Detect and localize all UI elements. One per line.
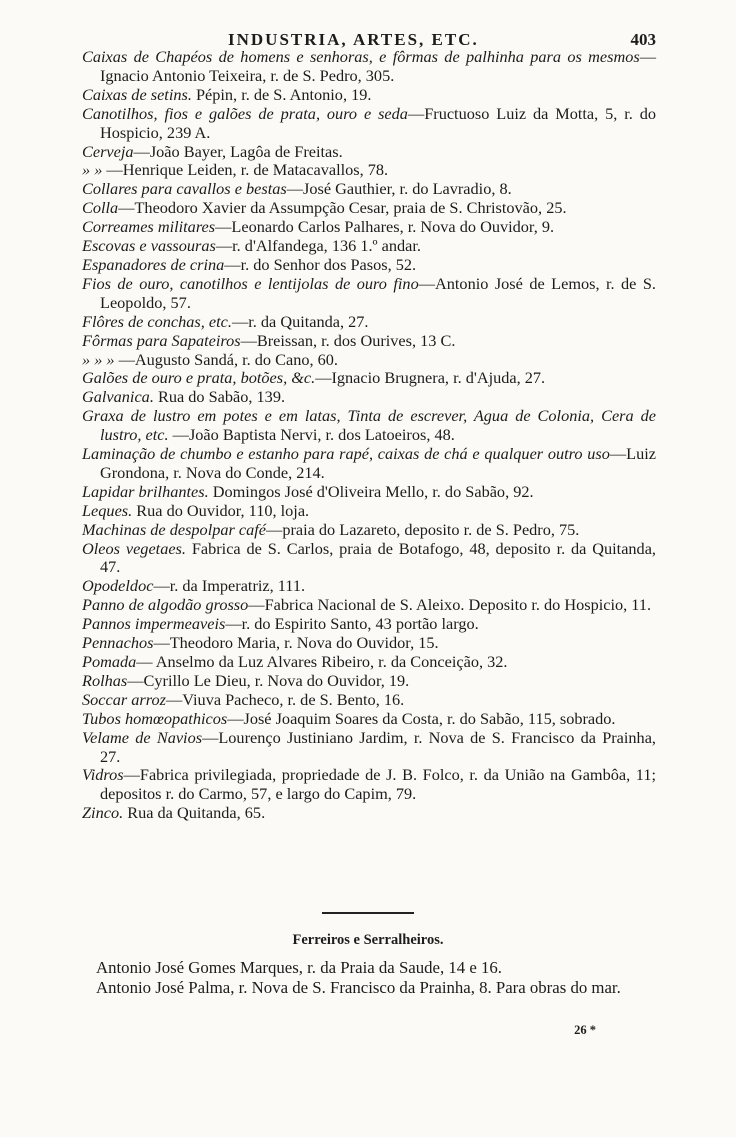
directory-entry xyxy=(82,634,656,653)
entry-term: » » » xyxy=(82,349,115,369)
directory-entry xyxy=(82,445,656,483)
directory-entry xyxy=(82,351,656,370)
entry-term: Opodeldoc xyxy=(82,576,154,596)
entry-term: Escovas e vassouras xyxy=(82,236,216,256)
directory-entry xyxy=(82,237,656,256)
entry-term: Leques. xyxy=(82,500,133,520)
entry-term: Machinas de despolpar café xyxy=(82,519,267,539)
directory-entry xyxy=(82,86,656,105)
directory-entry xyxy=(82,483,656,502)
entry-term: Pomada xyxy=(82,652,137,671)
directory-entries xyxy=(82,48,656,823)
entry-details: —Viuva Pacheco, r. de S. Bento, 16. xyxy=(165,689,405,709)
entry-term: » » xyxy=(82,160,103,180)
entry-term: Galões de ouro e prata, botões, &c. xyxy=(82,368,316,388)
entry-details: —Lourenço Justiniano Jardim, r. Nova de S. Francisco da Prainha, 27. xyxy=(100,727,656,766)
entry-details: Domingos José d'Oliveira Mello, r. do Sabão, 92. xyxy=(208,481,534,501)
entry-term: Caixas de Chapéos de homens e senhoras, e fôrmas de palhinha para os mesmos xyxy=(82,47,640,66)
entry-term: Colla xyxy=(82,198,119,218)
entry-term: Soccar arroz xyxy=(82,689,166,709)
directory-entry xyxy=(82,596,656,615)
directory-entry xyxy=(82,521,656,540)
section-entry: Antonio José Palma, r. Nova de S. Francisco da Prainha, 8. Para obras do mar. xyxy=(96,977,621,997)
entry-details: Rua do Sabão, 139. xyxy=(153,387,286,407)
entry-details: —Augusto Sandá, r. do Cano, 60. xyxy=(114,349,338,369)
directory-entry xyxy=(82,199,656,218)
entry-term: Flôres de conchas, etc. xyxy=(82,311,232,331)
directory-entry xyxy=(82,577,656,596)
directory-entry xyxy=(82,710,656,729)
directory-entry xyxy=(82,256,656,275)
entry-details: —Fabrica Nacional de S. Aleixo. Deposito r. do Hospicio, 11. xyxy=(248,595,652,615)
page-title: INDUSTRIA, ARTES, ETC. xyxy=(228,30,479,49)
entry-term: Tubos homœopathicos xyxy=(82,708,228,728)
entry-details: —Cyrillo Le Dieu, r. Nova do Ouvidor, 19. xyxy=(127,670,410,690)
directory-entry xyxy=(82,407,656,445)
entry-details: Fabrica de S. Carlos, praia de Botafogo, 48, deposito r. da Quitanda, 47. xyxy=(100,538,656,577)
entry-details: —r. do Espirito Santo, 43 portão largo. xyxy=(225,614,479,634)
directory-entry xyxy=(82,105,656,143)
directory-entry xyxy=(82,502,656,521)
directory-entry xyxy=(82,369,656,388)
section-heading: Ferreiros e Serralheiros. xyxy=(292,932,444,948)
entry-term: Canotilhos, fios e galões de prata, ouro e seda xyxy=(82,103,408,123)
directory-entry xyxy=(82,388,656,407)
entry-term: Caixas de setins. xyxy=(82,84,192,104)
entry-details: —r. d'Alfandega, 136 1.º andar. xyxy=(215,236,421,256)
entry-term: Panno de algodão grosso xyxy=(82,595,249,615)
entry-term: Collares para cavallos e bestas xyxy=(82,179,287,199)
entry-details: —Luiz Grondona, r. Nova do Conde, 214. xyxy=(100,444,656,482)
directory-entry xyxy=(82,218,656,237)
directory-entry xyxy=(82,143,656,162)
entry-details: —João Bayer, Lagôa de Freitas. xyxy=(133,141,343,161)
directory-entry xyxy=(82,615,656,634)
entry-details: —Fructuoso Luiz da Motta, 5, r. do Hospicio, 239 A. xyxy=(100,103,656,142)
entry-details: —José Gauthier, r. do Lavradio, 8. xyxy=(286,179,512,199)
directory-entry xyxy=(82,691,656,710)
entry-term: Espanadores de crina xyxy=(82,254,225,274)
directory-entry xyxy=(82,313,656,332)
directory-entry xyxy=(82,275,656,313)
entry-details: —José Joaquim Soares da Costa, r. do Sabão, 115, sobrado. xyxy=(227,708,616,728)
entry-term: Laminação de chumbo e estanho para rapé, caixas de chá e qualquer outro uso xyxy=(82,444,610,464)
entry-details: —r. da Quitanda, 27. xyxy=(231,311,369,331)
entry-details: —Breissan, r. dos Ourives, 13 C. xyxy=(240,330,456,350)
section-entry: Antonio José Gomes Marques, r. da Praia da Saude, 14 e 16. xyxy=(96,958,502,977)
entry-details: —Ignacio Antonio Teixeira, r. de S. Pedro, 305. xyxy=(100,47,656,85)
directory-entry xyxy=(82,180,656,199)
entry-details: —Leonardo Carlos Palhares, r. Nova do Ouvidor, 9. xyxy=(215,217,555,237)
entry-details: —Theodoro Maria, r. Nova do Ouvidor, 15. xyxy=(153,633,439,653)
directory-entry xyxy=(82,729,656,767)
directory-entry xyxy=(82,161,656,180)
directory-entry xyxy=(82,540,656,578)
entry-term: Oleos vegetaes. xyxy=(82,538,186,558)
entry-term: Pennachos xyxy=(82,633,154,653)
entry-term: Lapidar brilhantes. xyxy=(82,481,209,501)
directory-entry xyxy=(82,804,656,823)
entry-details: —Theodoro Xavier da Assumpção Cesar, praia de S. Christovão, 25. xyxy=(118,198,567,218)
page-number: 403 xyxy=(630,30,656,49)
section-divider xyxy=(322,912,414,914)
entry-details: —Henrique Leiden, r. de Matacavallos, 78. xyxy=(102,160,389,180)
entry-details: —r. do Senhor dos Pasos, 52. xyxy=(224,254,417,274)
directory-entry xyxy=(82,653,656,672)
entry-details: Rua do Ouvidor, 110, loja. xyxy=(132,500,310,520)
entry-term: Pannos impermeaveis xyxy=(82,614,226,634)
entry-term: Zinco. xyxy=(82,803,124,823)
entry-details: —Fabrica privilegiada, propriedade de J. B. Folco, r. da União na Gambôa, 11; depositos r. do Carmo, 57, e largo do Capim, 79. xyxy=(100,765,656,804)
entry-details: —praia do Lazareto, deposito r. de S. Pedro, 75. xyxy=(266,519,580,539)
entry-details: —Ignacio Brugnera, r. d'Ajuda, 27. xyxy=(315,368,546,388)
entry-term: Velame de Navios xyxy=(82,727,203,747)
entry-details: —Antonio José de Lemos, r. de S. Leopoldo, 57. xyxy=(100,273,656,312)
directory-entry xyxy=(82,332,656,351)
entry-term: Vidros xyxy=(82,765,124,785)
entry-details: Rua da Quitanda, 65. xyxy=(123,803,266,823)
entry-details: Pépin, r. de S. Antonio, 19. xyxy=(191,84,372,104)
entry-term: Fios de ouro, canotilhos e lentijolas de ouro fino xyxy=(82,273,419,293)
entry-details: —r. da Imperatriz, 111. xyxy=(153,576,306,596)
entry-details: —João Baptista Nervi, r. dos Latoeiros, 48. xyxy=(168,425,455,445)
entry-term: Correames militares xyxy=(82,217,216,237)
entry-term: Rolhas xyxy=(82,670,128,690)
directory-entry xyxy=(82,672,656,691)
signature-mark: 26 * xyxy=(574,1023,596,1037)
entry-details: — Anselmo da Luz Alvares Ribeiro, r. da Conceição, 32. xyxy=(136,652,508,671)
directory-entry xyxy=(82,48,656,86)
section-entries xyxy=(96,958,660,997)
entry-term: Graxa de lustro em potes e em latas, Tinta de escrever, Agua de Colonia, Cera de lustro, etc. xyxy=(82,406,656,445)
entry-term: Galvanica. xyxy=(82,387,154,407)
entry-term: Cerveja xyxy=(82,141,134,161)
directory-entry xyxy=(82,766,656,804)
entry-term: Fôrmas para Sapateiros xyxy=(82,330,241,350)
